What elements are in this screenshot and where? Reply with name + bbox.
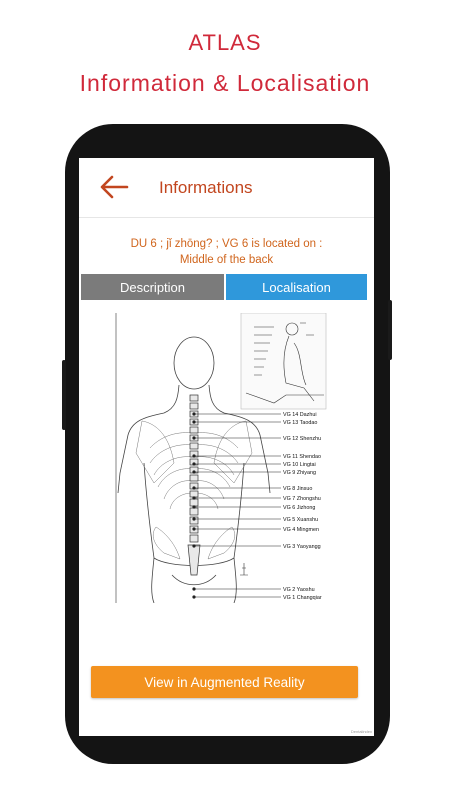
seated-figure-inset (241, 313, 326, 409)
atlas-label: VG 2 Yaoshu (283, 587, 315, 593)
atlas-label: VG 14 Dazhui (283, 412, 317, 418)
point-location-text (79, 236, 374, 268)
view-in-ar-button[interactable]: View in Augmented Reality (91, 666, 358, 698)
watermark: Dentalindex (350, 729, 372, 734)
leader-lines (195, 414, 281, 597)
atlas-label: VG 6 Jizhong (283, 505, 316, 511)
phone-volume-button (62, 360, 66, 430)
tab-localisation[interactable]: Localisation (226, 274, 367, 300)
acupuncture-atlas-illustration (114, 313, 339, 603)
atlas-label: VG 9 Zhiyang (283, 470, 316, 476)
atlas-label: VG 10 Lingtai (283, 462, 316, 468)
arrow-left-icon[interactable] (99, 174, 129, 200)
phone-power-button (388, 300, 392, 360)
page-title: Informations (159, 178, 253, 197)
promo-subtitle: Information & Localisation (79, 70, 371, 96)
point-location-line1: DU 6 ; jǐ zhōng? ; VG 6 is located on : (130, 238, 323, 250)
calligraphy-mark (240, 563, 248, 575)
tab-bar (81, 274, 367, 300)
atlas-label: VG 5 Xuanshu (283, 517, 319, 523)
point-location-line2: Middle of the back (179, 254, 274, 266)
app-header (79, 158, 374, 218)
atlas-label: VG 13 Taodao (283, 420, 318, 426)
promo-title: ATLAS (188, 30, 262, 55)
atlas-label: VG 12 Shenzhu (283, 436, 322, 442)
atlas-label: VG 1 Changqiar (283, 595, 322, 601)
atlas-label: VG 3 Yaoyangg (283, 544, 321, 550)
atlas-label: VG 8 Jinsuo (283, 486, 313, 492)
atlas-label: VG 4 Mingmen (283, 527, 319, 533)
phone-screen (79, 158, 374, 736)
atlas-label: VG 7 Zhongshu (283, 496, 321, 502)
tab-description[interactable]: Description (81, 274, 224, 300)
atlas-label: VG 11 Shendao (283, 454, 321, 460)
